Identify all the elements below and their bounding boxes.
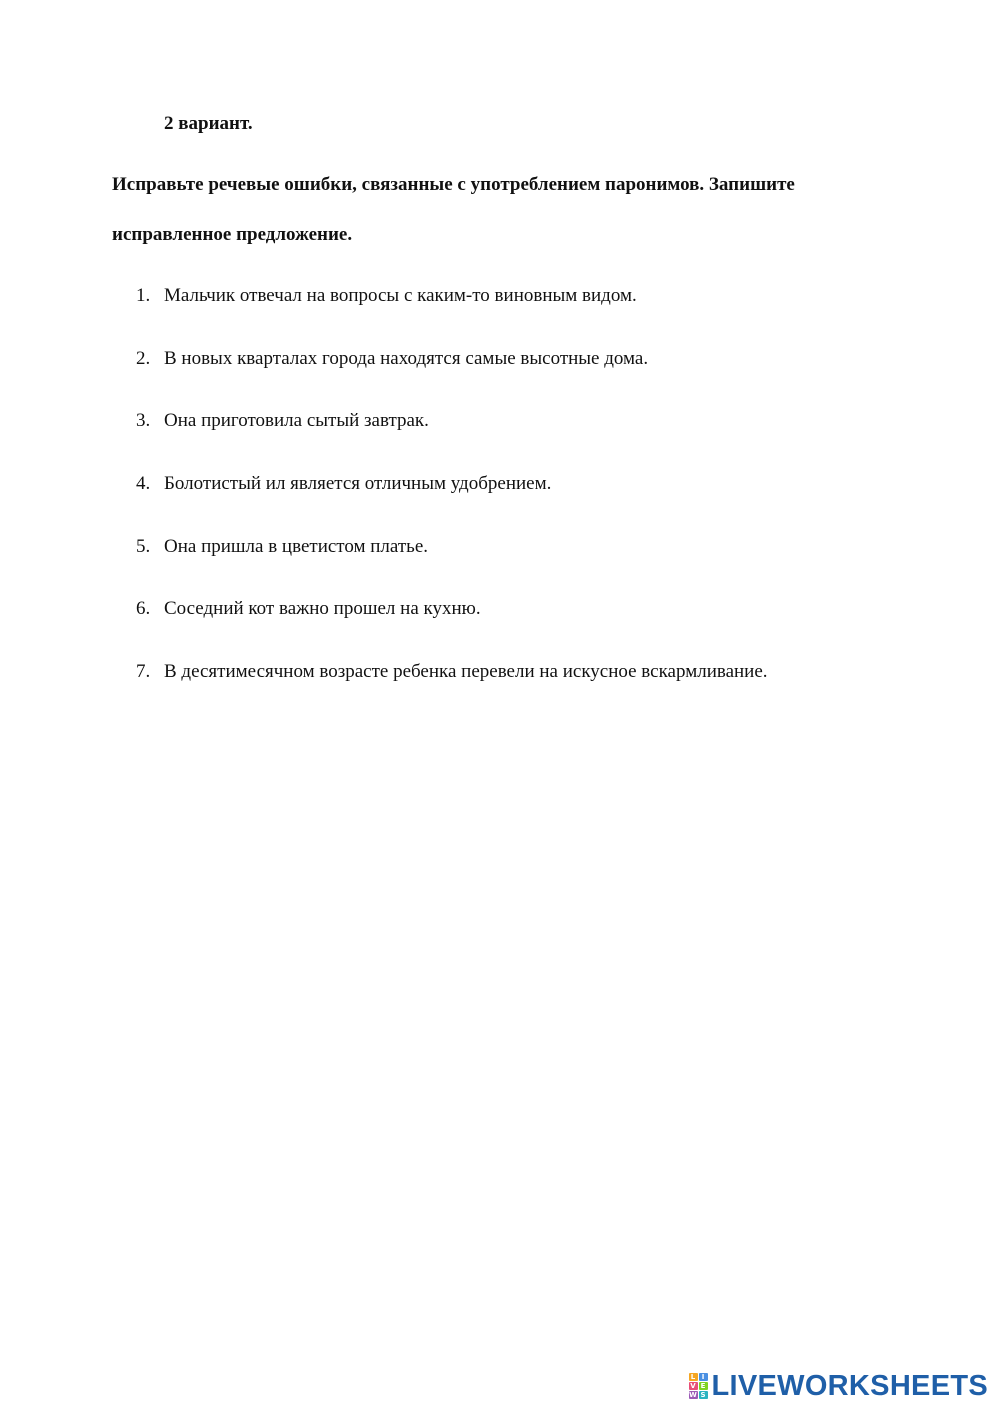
- task-item: [136, 347, 768, 371]
- task-number: 1.: [136, 285, 151, 306]
- task-item: [136, 409, 768, 433]
- liveworksheets-wordmark: LIVEWORKSHEETS: [711, 1370, 988, 1402]
- instruction-text: [112, 173, 892, 247]
- task-item: [136, 284, 768, 308]
- liveworksheets-brand: [689, 1370, 989, 1402]
- logo-letter: I: [699, 1373, 708, 1381]
- task-item: [136, 535, 768, 559]
- task-sentence: Болотистый ил является отличным удобрением.: [164, 473, 552, 495]
- instruction-line-2: исправленное предложение.: [112, 224, 353, 245]
- task-number: 2.: [136, 347, 151, 369]
- task-number: 6.: [136, 598, 151, 620]
- logo-letter: S: [700, 1391, 706, 1399]
- task-item: [136, 660, 768, 684]
- task-item: [136, 472, 768, 496]
- task-sentence: Она пришла в цветистом платье.: [164, 535, 428, 557]
- task-sentence: В десятимесячном возрасте ребенка перевели на искусное вскармливание.: [164, 661, 768, 683]
- logo-letter: V: [690, 1382, 696, 1390]
- liveworksheets-logo-icon: [689, 1373, 709, 1399]
- logo-letter: E: [699, 1382, 708, 1390]
- task-sentence: Соседний кот важно прошел на кухню.: [164, 598, 481, 620]
- task-number: 3.: [136, 410, 151, 432]
- task-item: [136, 597, 768, 621]
- logo-letter: W: [689, 1391, 697, 1399]
- task-sentence: Мальчик отвечал на вопросы с каким-то виновным видом.: [164, 285, 637, 306]
- task-list: [136, 284, 768, 723]
- instruction-line-1: Исправьте речевые ошибки, связанные с употреблением паронимов. Запишите: [112, 174, 795, 195]
- task-number: 5.: [136, 535, 151, 557]
- task-sentence: В новых кварталах города находятся самые высотные дома.: [164, 347, 649, 369]
- logo-letter: L: [689, 1373, 698, 1381]
- variant-title: 2 вариант.: [164, 113, 253, 134]
- task-number: 4.: [136, 473, 151, 495]
- task-sentence: Она приготовила сытый завтрак.: [164, 410, 429, 432]
- task-number: 7.: [136, 661, 151, 683]
